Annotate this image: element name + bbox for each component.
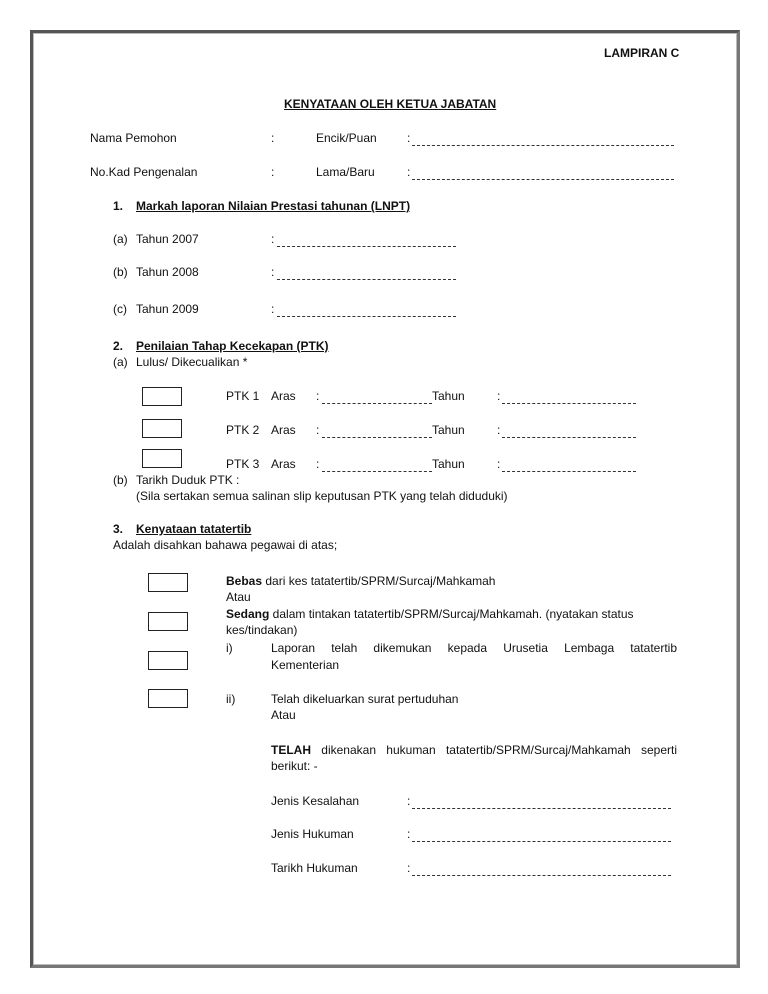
ptk2-aras-field[interactable] — [322, 437, 432, 438]
section3-intro: Adalah disahkan bahawa pegawai di atas; — [113, 538, 338, 552]
pertuduhan-checkbox[interactable] — [148, 689, 188, 708]
colon: : — [316, 457, 320, 471]
section2-title: Penilaian Tahap Kecekapan (PTK) — [136, 339, 329, 353]
ptk-note: (Sila sertakan semua salinan slip keputusan PTK yang telah diduduki) — [136, 489, 508, 503]
berikut-text: berikut: - — [271, 759, 318, 773]
colon: : — [407, 861, 411, 875]
bebas-text — [226, 574, 495, 588]
ptk2-label: PTK 2 — [226, 423, 260, 437]
sedang-rest: dalam tintakan tatatertib/SPRM/Surcaj/Mahkamah. (nyatakan status — [269, 607, 634, 621]
tarikh-hukuman-field[interactable] — [412, 875, 671, 876]
colon: : — [497, 457, 501, 471]
telah-rest: dikenakan hukuman tatatertib/SPRM/Surcaj/Mahkamah seperti — [311, 743, 677, 757]
colon: : — [497, 389, 501, 403]
jenis-hukuman-field[interactable] — [412, 841, 671, 842]
ptk1-label: PTK 1 — [226, 389, 260, 403]
encik-puan-label: Encik/Puan — [316, 131, 377, 145]
bebas-checkbox[interactable] — [148, 573, 188, 592]
tahun-label: Tahun — [432, 423, 465, 437]
ptk1-tahun-field[interactable] — [502, 403, 636, 404]
sedang-checkbox[interactable] — [148, 612, 188, 631]
kad-field[interactable] — [412, 179, 674, 180]
tahun-2007-field[interactable] — [277, 246, 456, 247]
ptk1-aras-field[interactable] — [322, 403, 432, 404]
section-number: 2. — [113, 339, 124, 353]
aras-label: Aras — [271, 457, 296, 471]
bebas-bold: Bebas — [226, 574, 263, 588]
colon: : — [407, 165, 411, 179]
jenis-hukuman-label: Jenis Hukuman — [271, 827, 354, 841]
colon: : — [407, 794, 411, 808]
colon: : — [316, 389, 320, 403]
atau-text: Atau — [271, 708, 296, 722]
nama-label: Nama Pemohon — [90, 131, 177, 145]
colon: : — [271, 302, 275, 316]
colon: : — [497, 423, 501, 437]
ptk3-aras-field[interactable] — [322, 471, 432, 472]
row-index: (c) — [113, 302, 127, 316]
aras-label: Aras — [271, 423, 296, 437]
lampiran-label: LAMPIRAN C — [604, 46, 680, 60]
section1-title: Markah laporan Nilaian Prestasi tahunan (LNPT) — [136, 199, 411, 213]
lama-baru-label: Lama/Baru — [316, 165, 375, 179]
item-index: ii) — [226, 692, 236, 706]
tarikh-hukuman-label: Tarikh Hukuman — [271, 861, 358, 875]
ptk3-label: PTK 3 — [226, 457, 260, 471]
colon: : — [271, 265, 275, 279]
ptk1-checkbox[interactable] — [142, 387, 182, 406]
section-number: 3. — [113, 522, 124, 536]
atau-text: Atau — [226, 590, 251, 604]
row-index: (a) — [113, 355, 128, 369]
row-index: (a) — [113, 232, 128, 246]
tarikh-duduk-label: Tarikh Duduk PTK : — [136, 473, 240, 487]
colon: : — [407, 827, 411, 841]
ptk3-tahun-field[interactable] — [502, 471, 636, 472]
sedang-line2: kes/tindakan) — [226, 623, 298, 637]
ptk3-checkbox[interactable] — [142, 449, 182, 468]
nama-field[interactable] — [412, 145, 674, 146]
tahun-label: Tahun — [432, 457, 465, 471]
pertuduhan-text: Telah dikeluarkan surat pertuduhan — [271, 692, 459, 706]
colon: : — [316, 423, 320, 437]
jenis-kesalahan-label: Jenis Kesalahan — [271, 794, 360, 808]
tahun-2009-label: Tahun 2009 — [136, 302, 199, 316]
laporan-text: Laporan telah dikemukan kepada Urusetia Lembaga tatatertib — [271, 641, 677, 655]
tahun-2009-field[interactable] — [277, 316, 456, 317]
ptk2-checkbox[interactable] — [142, 419, 182, 438]
sedang-bold: Sedang — [226, 607, 270, 621]
section-number: 1. — [113, 199, 124, 213]
jenis-kesalahan-field[interactable] — [412, 808, 671, 809]
section3-title: Kenyataan tatatertib — [136, 522, 252, 536]
page-title: KENYATAAN OLEH KETUA JABATAN — [284, 97, 497, 111]
kad-label: No.Kad Pengenalan — [90, 165, 198, 179]
bebas-rest: dari kes tatatertib/SPRM/Surcaj/Mahkamah — [262, 574, 496, 588]
lulus-label: Lulus/ Dikecualikan * — [136, 355, 248, 369]
tahun-2007-label: Tahun 2007 — [136, 232, 199, 246]
colon: : — [271, 232, 275, 246]
row-index: (b) — [113, 473, 128, 487]
sedang-text — [226, 607, 634, 621]
colon: : — [407, 131, 411, 145]
kementerian-text: Kementerian — [271, 658, 340, 672]
laporan-checkbox[interactable] — [148, 651, 188, 670]
tahun-2008-field[interactable] — [277, 279, 456, 280]
colon: : — [271, 131, 275, 145]
colon: : — [271, 165, 275, 179]
tahun-label: Tahun — [432, 389, 465, 403]
item-index: i) — [226, 641, 233, 655]
tahun-2008-label: Tahun 2008 — [136, 265, 199, 279]
telah-bold: TELAH — [271, 743, 311, 757]
telah-text — [271, 743, 677, 757]
ptk2-tahun-field[interactable] — [502, 437, 636, 438]
row-index: (b) — [113, 265, 128, 279]
aras-label: Aras — [271, 389, 296, 403]
